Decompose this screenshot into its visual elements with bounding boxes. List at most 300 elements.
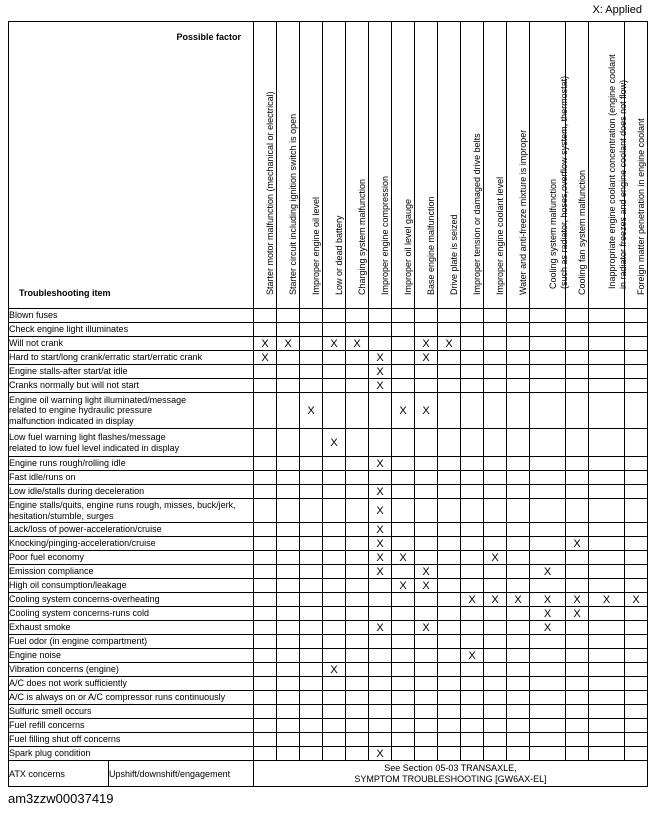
mark-cell [277,337,300,351]
mark-cell [323,677,346,691]
applied-mark: X [468,649,476,662]
mark-cell [323,579,346,593]
mark-cell [277,663,300,677]
mark-cell [589,351,625,365]
table-row [9,635,648,649]
mark-cell [461,337,484,351]
mark-cell [566,457,589,471]
mark-cell [254,429,277,457]
mark-cell [392,485,415,499]
mark-cell [300,429,323,457]
applied-mark: X [514,593,522,606]
applied-mark: X [376,621,384,634]
factor-label: Starter circuit including ignition switch is open [288,113,298,295]
applied-mark: X [376,379,384,392]
mark-cell [277,705,300,719]
mark-cell [530,621,566,635]
figure-id: am3zzw00037419 [8,791,114,806]
mark-cell [589,565,625,579]
mark-cell [323,537,346,551]
mark-cell [346,593,369,607]
mark-cell [589,429,625,457]
mark-cell [415,579,438,593]
factor-header [461,22,484,309]
mark-cell [507,457,530,471]
mark-cell [254,691,277,705]
mark-cell [589,499,625,523]
mark-cell [530,565,566,579]
mark-cell [461,719,484,733]
mark-cell [507,691,530,705]
mark-cell [507,607,530,621]
mark-cell [277,621,300,635]
mark-cell [300,607,323,621]
mark-cell [589,537,625,551]
mark-cell [625,393,648,429]
symptom-cell: Engine oil warning light illuminated/message related to engine hydraulic pressure malfunction indicated in display [9,393,254,429]
mark-cell [415,337,438,351]
mark-cell [392,537,415,551]
mark-cell [415,621,438,635]
factor-label: Inappropriate engine coolant concentration (engine coolant in radiator freezes and engine coolant does not flow) [606,54,628,289]
mark-cell [566,565,589,579]
table-row [9,747,648,761]
mark-cell [461,379,484,393]
mark-cell [530,607,566,621]
mark-cell [277,565,300,579]
mark-cell [625,309,648,323]
mark-cell [507,523,530,537]
mark-cell [346,747,369,761]
mark-cell [484,429,507,457]
mark-cell [530,323,566,337]
mark-cell [589,471,625,485]
mark-cell [566,733,589,747]
mark-cell [461,551,484,565]
applied-mark: X [376,457,384,470]
factor-label: Foreign matter penetration in engine coolant [636,117,646,295]
mark-cell [530,551,566,565]
mark-cell [589,719,625,733]
atx-sub-label: Upshift/downshift/engagement [109,761,254,787]
header-corner [9,22,254,309]
mark-cell [461,499,484,523]
applied-mark: X [422,404,430,417]
mark-cell [323,429,346,457]
mark-cell [346,499,369,523]
mark-cell [277,485,300,499]
mark-cell [392,337,415,351]
applied-mark: X [491,593,499,606]
mark-cell [484,621,507,635]
mark-cell [566,429,589,457]
applied-mark: X [376,551,384,564]
mark-cell [438,537,461,551]
mark-cell [484,393,507,429]
symptom-cell: Engine stalls-after start/at idle [9,365,254,379]
symptom-cell: Exhaust smoke [9,621,254,635]
mark-cell [323,719,346,733]
factor-label: Drive plate is seized [449,213,459,295]
applied-mark: X [284,337,292,350]
mark-cell [369,551,392,565]
applied-mark: X [376,365,384,378]
mark-cell [625,351,648,365]
mark-cell [484,677,507,691]
mark-cell [346,579,369,593]
symptom-cell: Engine stalls/quits, engine runs rough, misses, buck/jerk, hesitation/stumble, surges [9,499,254,523]
mark-cell [277,719,300,733]
mark-cell [346,733,369,747]
mark-cell [625,733,648,747]
mark-cell [484,705,507,719]
mark-cell [530,471,566,485]
mark-cell [300,337,323,351]
symptom-cell: Fuel filling shut off concerns [9,733,254,747]
mark-cell [589,523,625,537]
mark-cell [438,719,461,733]
table-row [9,351,648,365]
mark-cell [392,457,415,471]
table-row [9,323,648,337]
table-row [9,705,648,719]
mark-cell [369,393,392,429]
mark-cell [589,579,625,593]
mark-cell [530,733,566,747]
mark-cell [484,523,507,537]
mark-cell [461,649,484,663]
mark-cell [300,733,323,747]
mark-cell [254,471,277,485]
mark-cell [323,323,346,337]
mark-cell [392,393,415,429]
mark-cell [461,705,484,719]
mark-cell [625,691,648,705]
mark-cell [625,551,648,565]
applied-mark: X [307,404,315,417]
mark-cell [530,677,566,691]
atx-reference-note: See Section 05-03 TRANSAXLE, SYMPTOM TROUBLESHOOTING [GW6AX-EL] [254,761,648,787]
factor-label: Improper engine compression [380,175,390,295]
atx-row [9,761,648,787]
mark-cell [369,537,392,551]
mark-cell [507,485,530,499]
mark-cell [323,733,346,747]
mark-cell [589,621,625,635]
mark-cell [438,523,461,537]
mark-cell [530,747,566,761]
mark-cell [507,379,530,393]
mark-cell [369,499,392,523]
mark-cell [369,593,392,607]
mark-cell [507,551,530,565]
symptom-cell: Engine noise [9,649,254,663]
mark-cell [461,579,484,593]
mark-cell [323,309,346,323]
factor-header [300,22,323,309]
mark-cell [392,499,415,523]
mark-cell [589,309,625,323]
mark-cell [323,337,346,351]
symptom-cell: Emission compliance [9,565,254,579]
mark-cell [415,309,438,323]
mark-cell [369,621,392,635]
mark-cell [484,351,507,365]
mark-cell [346,705,369,719]
mark-cell [530,649,566,663]
table-row [9,719,648,733]
mark-cell [484,365,507,379]
mark-cell [300,365,323,379]
applied-mark: X [376,351,384,364]
mark-cell [254,523,277,537]
applied-mark: X [573,607,581,620]
factor-header [484,22,507,309]
symptom-cell: Check engine light illuminates [9,323,254,337]
mark-cell [438,365,461,379]
mark-cell [300,635,323,649]
mark-cell [589,593,625,607]
mark-cell [300,747,323,761]
mark-cell [438,677,461,691]
applied-mark: X [376,504,384,517]
table-row [9,621,648,635]
mark-cell [461,663,484,677]
mark-cell [484,635,507,649]
mark-cell [323,663,346,677]
mark-cell [530,663,566,677]
mark-cell [507,565,530,579]
factor-label: Improper tension or damaged drive belts [472,132,482,295]
mark-cell [530,485,566,499]
mark-cell [484,579,507,593]
mark-cell [530,523,566,537]
factor-label: Water and anti-freeze mixture is improper [518,129,528,295]
mark-cell [277,429,300,457]
mark-cell [589,649,625,663]
mark-cell [277,649,300,663]
mark-cell [589,663,625,677]
mark-cell [625,471,648,485]
mark-cell [392,379,415,393]
mark-cell [507,579,530,593]
mark-cell [589,705,625,719]
mark-cell [530,635,566,649]
mark-cell [566,309,589,323]
applied-mark: X [261,337,269,350]
applied-mark: X [632,593,640,606]
mark-cell [392,523,415,537]
mark-cell [530,705,566,719]
mark-cell [415,747,438,761]
mark-cell [300,677,323,691]
mark-cell [346,635,369,649]
mark-cell [254,379,277,393]
mark-cell [438,471,461,485]
applied-mark: X [491,551,499,564]
applied-mark: X [445,337,453,350]
mark-cell [507,733,530,747]
mark-cell [277,691,300,705]
mark-cell [254,393,277,429]
mark-cell [566,323,589,337]
mark-cell [589,733,625,747]
mark-cell [438,551,461,565]
mark-cell [369,485,392,499]
mark-cell [392,719,415,733]
mark-cell [484,537,507,551]
mark-cell [277,351,300,365]
mark-cell [254,649,277,663]
mark-cell [323,499,346,523]
mark-cell [461,393,484,429]
table-row [9,379,648,393]
mark-cell [530,691,566,705]
mark-cell [530,719,566,733]
mark-cell [323,635,346,649]
mark-cell [507,429,530,457]
mark-cell [484,607,507,621]
mark-cell [484,309,507,323]
factor-header [625,22,648,309]
mark-cell [346,551,369,565]
mark-cell [625,485,648,499]
mark-cell [438,579,461,593]
mark-cell [566,337,589,351]
mark-cell [415,649,438,663]
mark-cell [566,579,589,593]
mark-cell [323,365,346,379]
mark-cell [530,593,566,607]
mark-cell [566,499,589,523]
mark-cell [438,337,461,351]
mark-cell [392,635,415,649]
mark-cell [323,471,346,485]
mark-cell [530,579,566,593]
mark-cell [346,663,369,677]
symptom-cell: Fuel odor (in engine compartment) [9,635,254,649]
mark-cell [415,323,438,337]
mark-cell [530,457,566,471]
mark-cell [507,621,530,635]
mark-cell [507,593,530,607]
mark-cell [461,635,484,649]
mark-cell [438,649,461,663]
factor-header [254,22,277,309]
mark-cell [507,323,530,337]
mark-cell [589,393,625,429]
mark-cell [254,635,277,649]
symptom-cell: Cooling system concerns-runs cold [9,607,254,621]
symptom-cell: Blown fuses [9,309,254,323]
applied-mark: X [543,621,552,634]
applied-mark: X [353,337,361,350]
mark-cell [530,499,566,523]
mark-cell [369,429,392,457]
mark-cell [438,663,461,677]
mark-cell [461,747,484,761]
mark-cell [323,393,346,429]
mark-cell [461,351,484,365]
mark-cell [625,337,648,351]
mark-cell [415,393,438,429]
mark-cell [589,485,625,499]
mark-cell [566,551,589,565]
mark-cell [300,351,323,365]
applied-mark: X [422,337,430,350]
mark-cell [277,323,300,337]
mark-cell [530,351,566,365]
mark-cell [323,485,346,499]
mark-cell [566,471,589,485]
applied-mark: X [573,593,581,606]
table-row [9,309,648,323]
applied-mark: X [399,579,407,592]
mark-cell [625,457,648,471]
mark-cell [566,593,589,607]
symptom-cell: Lack/loss of power-acceleration/cruise [9,523,254,537]
mark-cell [625,677,648,691]
mark-cell [300,471,323,485]
mark-cell [507,337,530,351]
mark-cell [346,485,369,499]
mark-cell [254,607,277,621]
mark-cell [507,351,530,365]
mark-cell [438,485,461,499]
mark-cell [484,719,507,733]
mark-cell [277,635,300,649]
mark-cell [484,379,507,393]
mark-cell [323,457,346,471]
mark-cell [566,351,589,365]
mark-cell [415,365,438,379]
table-row [9,677,648,691]
mark-cell [484,649,507,663]
mark-cell [589,323,625,337]
mark-cell [566,705,589,719]
table-row [9,393,648,429]
mark-cell [300,309,323,323]
mark-cell [438,379,461,393]
mark-cell [625,649,648,663]
mark-cell [392,323,415,337]
mark-cell [566,719,589,733]
mark-cell [484,565,507,579]
applied-mark: X [422,565,430,578]
table-row [9,523,648,537]
table-row [9,663,648,677]
mark-cell [484,691,507,705]
applied-mark: X [330,337,338,350]
mark-cell [625,429,648,457]
mark-cell [507,499,530,523]
mark-cell [346,351,369,365]
mark-cell [346,379,369,393]
mark-cell [254,677,277,691]
legend: X: Applied [592,4,642,16]
mark-cell [300,379,323,393]
mark-cell [346,393,369,429]
symptom-cell: Vibration concerns (engine) [9,663,254,677]
mark-cell [415,635,438,649]
mark-cell [277,537,300,551]
mark-cell [254,663,277,677]
mark-cell [461,523,484,537]
mark-cell [484,471,507,485]
mark-cell [484,551,507,565]
troubleshooting-item-label: Troubleshooting item [19,288,111,298]
table-row [9,499,648,523]
